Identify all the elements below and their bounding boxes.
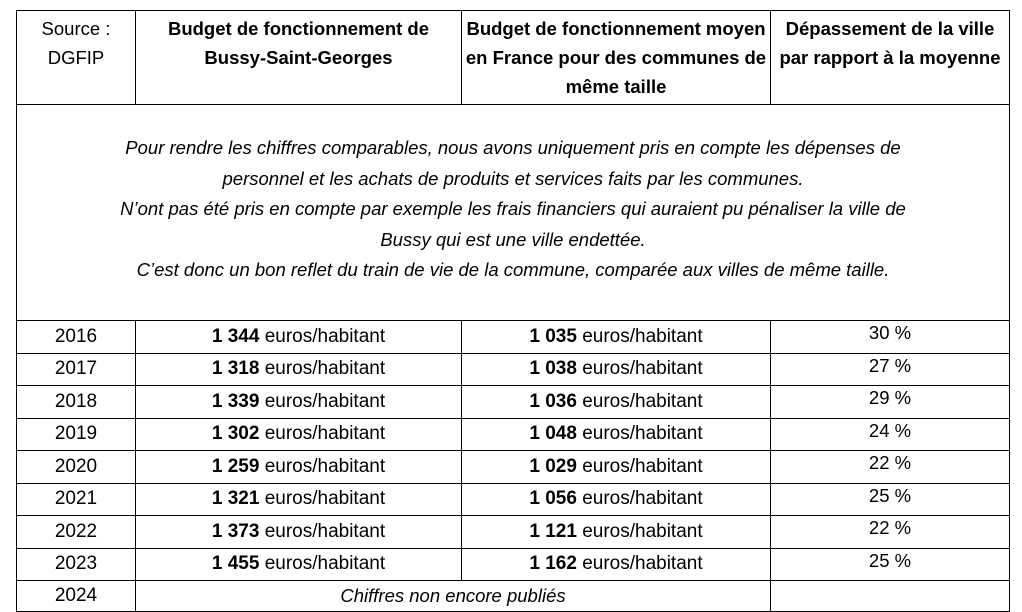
year-cell: 2022 [17, 516, 136, 549]
year-cell: 2019 [17, 418, 136, 451]
unit-label: euros/habitant [264, 520, 386, 542]
bussy-budget-cell [136, 483, 462, 516]
overrun-cell: 25 % [771, 483, 1010, 516]
bussy-budget-cell [136, 386, 462, 419]
year-cell: 2017 [17, 353, 136, 386]
overrun-cell: 27 % [771, 353, 1010, 386]
average-budget-cell [462, 418, 771, 451]
note-line: Pour rendre les chiffres comparables, nous avons uniquement pris en compte les dépenses de [125, 137, 901, 159]
year-cell: 2024 [17, 581, 136, 612]
year-cell: 2021 [17, 483, 136, 516]
header-source: Source : DGFIP [17, 11, 136, 105]
average-budget-value: 1 035 [529, 325, 577, 347]
budget-table [16, 10, 1010, 612]
year-cell: 2023 [17, 548, 136, 581]
average-budget-cell [462, 483, 771, 516]
table-row-last [17, 581, 1010, 612]
unit-label: euros/habitant [582, 520, 703, 542]
average-budget-value: 1 036 [529, 390, 577, 412]
average-budget-cell [462, 321, 771, 354]
average-budget-value: 1 056 [529, 488, 577, 510]
overrun-cell: 30 % [771, 321, 1010, 354]
table-row [17, 321, 1010, 354]
unit-label: euros/habitant [582, 390, 703, 412]
unit-label: euros/habitant [264, 325, 386, 347]
unit-label: euros/habitant [264, 488, 386, 510]
unit-label: euros/habitant [264, 553, 386, 575]
bussy-budget-value: 1 302 [211, 423, 260, 445]
note-line: Bussy qui est une ville endettée. [380, 228, 646, 250]
unit-label: euros/habitant [582, 325, 703, 347]
unit-label: euros/habitant [264, 390, 386, 412]
average-budget-value: 1 029 [529, 455, 577, 477]
unit-label: euros/habitant [264, 423, 386, 445]
average-budget-cell [462, 386, 771, 419]
overrun-cell: 22 % [771, 451, 1010, 484]
unit-label: euros/habitant [582, 423, 703, 445]
average-budget-cell [462, 353, 771, 386]
overrun-cell-empty [771, 581, 1010, 612]
header-bussy-budget: Budget de fonctionnement de Bussy-Saint-Georges [136, 11, 462, 105]
note-line: C’est donc un bon reflet du train de vie de la commune, comparée aux villes de même taille. [136, 259, 890, 281]
overrun-cell: 22 % [771, 516, 1010, 549]
table-row [17, 483, 1010, 516]
bussy-budget-value: 1 259 [211, 455, 260, 477]
header-average-budget: Budget de fonctionnement moyen en France pour des communes de même taille [462, 11, 771, 105]
table-row [17, 451, 1010, 484]
average-budget-value: 1 162 [529, 553, 577, 575]
methodology-note [17, 105, 1010, 321]
bussy-budget-value: 1 318 [211, 358, 260, 380]
table-row [17, 353, 1010, 386]
year-cell: 2016 [17, 321, 136, 354]
bussy-budget-cell [136, 418, 462, 451]
bussy-budget-value: 1 373 [211, 520, 260, 542]
bussy-budget-value: 1 321 [211, 488, 260, 510]
unit-label: euros/habitant [582, 455, 703, 477]
overrun-cell: 24 % [771, 418, 1010, 451]
table-row [17, 516, 1010, 549]
bussy-budget-cell [136, 548, 462, 581]
year-cell: 2020 [17, 451, 136, 484]
bussy-budget-value: 1 455 [211, 553, 260, 575]
average-budget-value: 1 038 [529, 358, 577, 380]
average-budget-cell [462, 451, 771, 484]
table-row [17, 386, 1010, 419]
unit-label: euros/habitant [582, 358, 703, 380]
header-row [17, 11, 1010, 105]
unit-label: euros/habitant [264, 455, 386, 477]
average-budget-cell [462, 548, 771, 581]
overrun-cell: 29 % [771, 386, 1010, 419]
bussy-budget-cell [136, 451, 462, 484]
average-budget-value: 1 121 [529, 520, 577, 542]
not-published-note: Chiffres non encore publiés [136, 581, 771, 612]
unit-label: euros/habitant [582, 553, 703, 575]
bussy-budget-cell [136, 353, 462, 386]
note-line: personnel et les achats de produits et services faits par les communes. [222, 167, 804, 189]
note-line: N’ont pas été pris en compte par exemple les frais financiers qui auraient pu pénaliser la ville de [120, 198, 906, 220]
table-row [17, 548, 1010, 581]
bussy-budget-value: 1 339 [211, 390, 260, 412]
unit-label: euros/habitant [582, 488, 703, 510]
header-overrun: Dépassement de la ville par rapport à la moyenne [771, 11, 1010, 105]
bussy-budget-cell [136, 321, 462, 354]
bussy-budget-cell [136, 516, 462, 549]
unit-label: euros/habitant [264, 358, 386, 380]
overrun-cell: 25 % [771, 548, 1010, 581]
average-budget-cell [462, 516, 771, 549]
note-row [17, 105, 1010, 321]
year-cell: 2018 [17, 386, 136, 419]
average-budget-value: 1 048 [529, 423, 577, 445]
table-row [17, 418, 1010, 451]
bussy-budget-value: 1 344 [211, 325, 260, 347]
